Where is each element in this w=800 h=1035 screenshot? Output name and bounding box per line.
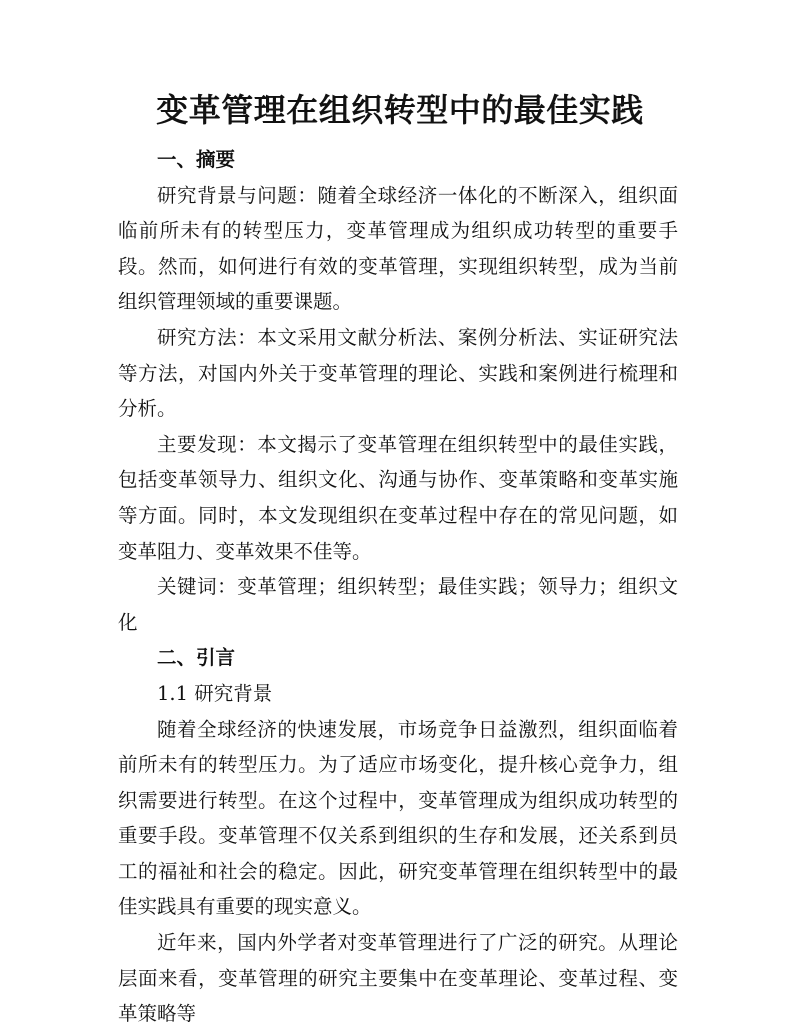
intro-paragraph-1: 随着全球经济的快速发展，市场竞争日益激烈，组织面临着前所未有的转型压力。为了适应市场变化，提升核心竞争力，组织需要进行转型。在这个过程中，变革管理成为组织成功转型的重要手段。变革管理不仅关系到组织的生存和发展，还关系到员工的福祉和社会的稳定。因此，研究变革管理在组织转型中的最佳实践具有重要的现实意义。 [118,717,678,919]
document-title: 变革管理在组织转型中的最佳实践 [156,91,644,129]
abstract-findings-paragraph: 主要发现：本文揭示了变革管理在组织转型中的最佳实践，包括变革领导力、组织文化、沟通与协作、变革策略和变革实施等方面。同时，本文发现组织在变革过程中存在的常见问题，如变革阻力、变革效果不佳等。 [118,432,678,563]
section-heading-introduction: 二、引言 [157,646,236,670]
intro-paragraph-2: 近年来，国内外学者对变革管理进行了广泛的研究。从理论层面来看，变革管理的研究主要集中在变革理论、变革过程、变革策略等 [118,931,678,1026]
subsection-heading-background: 1.1 研究背景 [157,681,273,705]
keywords-line: 关键词：变革管理；组织转型；最佳实践；领导力；组织文化 [118,575,678,634]
abstract-method-paragraph: 研究方法：本文采用文献分析法、案例分析法、实证研究法等方法，对国内外关于变革管理的理论、实践和案例进行梳理和分析。 [118,325,678,421]
document-body [118,142,678,1032]
section-heading-abstract: 一、摘要 [157,148,236,171]
abstract-background-paragraph: 研究背景与问题：随着全球经济一体化的不断深入，组织面临前所未有的转型压力，变革管理成为组织成功转型的重要手段。然而，如何进行有效的变革管理，实现组织转型，成为当前组织管理领域的重要课题。 [118,183,678,314]
